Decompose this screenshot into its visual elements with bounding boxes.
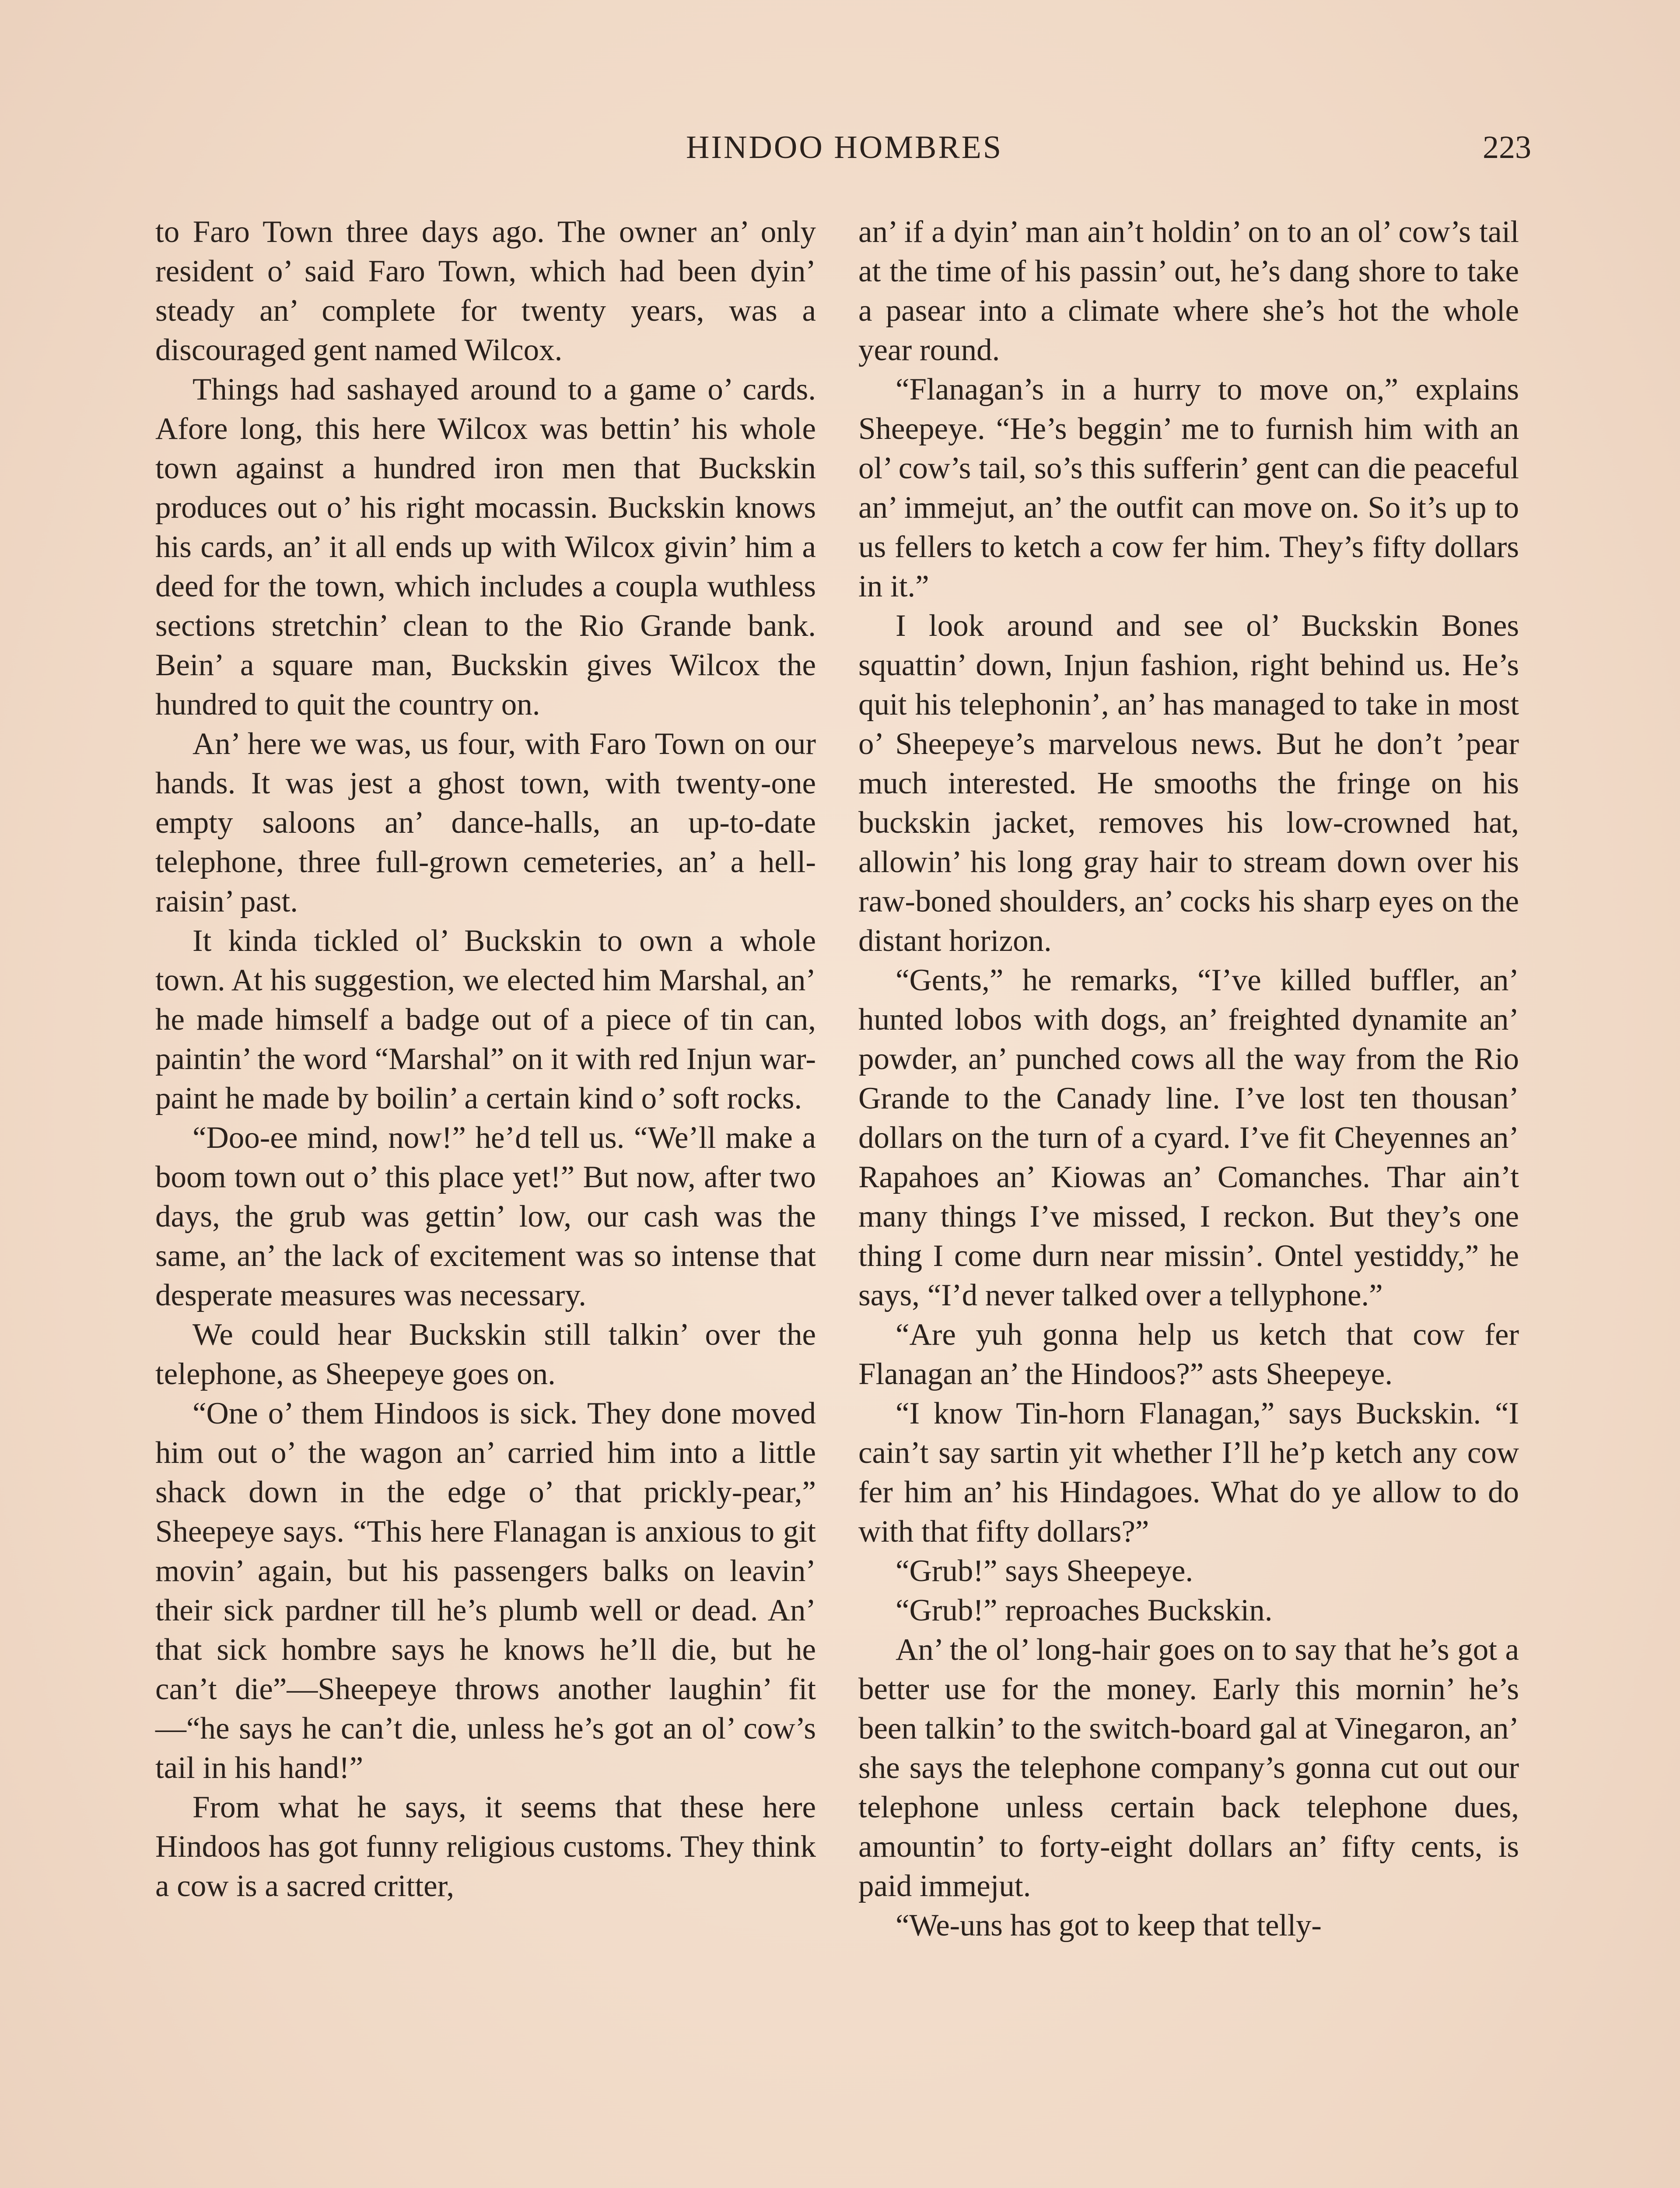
paragraph: Things had sashayed around to a game o’ cards. Afore long, this here Wilcox was bettin’ his whole town against a hundred iron men that Buckskin produces out o’ his right mocassin. Buckskin knows his cards, an’ it all ends up with Wilcox givin’ him a deed for the town, which includes a coupla wuthless sections stretchin’ clean to the Rio Grande bank. Bein’ a square man, Buckskin gives Wilcox the hundred to quit the country on. <box>155 372 816 722</box>
paragraph: From what he says, it seems that these here Hindoos has got funny religious customs. They think a cow is a sacred critter, <box>155 1790 816 1903</box>
left-column <box>155 212 816 1906</box>
paragraph: “We-uns has got to keep that telly- <box>896 1908 1322 1943</box>
paragraph: “Doo-ee mind, now!” he’d tell us. “We’ll make a boom town out o’ this place yet!” But now, after two days, the grub was gettin’ low, our cash was the same, an’ the lack of excitement was so intense that desperate measures was necessary. <box>155 1121 816 1312</box>
paragraph: “I know Tin-horn Flanagan,” says Buckskin. “I cain’t say sartin yit whether I’ll he’p ketch any cow fer him an’ his Hindagoes. What do ye allow to do with that fifty dollars?” <box>858 1396 1519 1549</box>
paragraph: an’ if a dyin’ man ain’t holdin’ on to an ol’ cow’s tail at the time of his passin’ out, he’s dang shore to take a pasear into a climate where she’s hot the whole year round. <box>858 215 1519 367</box>
paragraph: “Are yuh gonna help us ketch that cow fer Flanagan an’ the Hindoos?” asts Sheepeye. <box>858 1318 1519 1391</box>
paragraph: “Gents,” he remarks, “I’ve killed buffler, an’ hunted lobos with dogs, an’ freighted dynamite an’ powder, an’ punched cows all the way from the Rio Grande to the Canady line. I’ve lost ten thousan’ dollars on the turn of a cyard. I’ve fit Cheyennes an’ Rapahoes an’ Kiowas an’ Comanches. Thar ain’t many things I’ve missed, I reckon. But they’s one thing I come durn near missin’. Ontel yestiddy,” he says, “I’d never talked over a tellyphone.” <box>858 963 1519 1312</box>
page-header <box>158 129 1531 173</box>
paragraph: “Flanagan’s in a hurry to move on,” explains Sheepeye. “He’s beggin’ me to furnish him with an ol’ cow’s tail, so’s this sufferin’ gent can die peaceful an’ immejut, an’ the outfit can move on. So it’s up to us fellers to ketch a cow fer him. They’s fifty dollars in it.” <box>858 372 1519 603</box>
paragraph: “One o’ them Hindoos is sick. They done moved him out o’ the wagon an’ carried him into a little shack down in the edge o’ that prickly-pear,” Sheepeye says. “This here Flanagan is anxious to git movin’ again, but his passengers balks on leavin’ their sick pardner till he’s plumb well or dead. An’ that sick hombre says he knows he’ll die, but he can’t die”—Sheepeye throws another laughin’ fit—“he says he can’t die, unless he’s got an ol’ cow’s tail in his hand!” <box>155 1396 816 1785</box>
paragraph: We could hear Buckskin still talkin’ over the telephone, as Sheepeye goes on. <box>155 1318 816 1391</box>
paragraph: An’ here we was, us four, with Faro Town on our hands. It was jest a ghost town, with twenty-one empty saloons an’ dance-halls, an up-to-date telephone, three full-grown cemeteries, an’ a hell-raisin’ past. <box>155 727 816 919</box>
running-head: HINDOO HOMBRES <box>686 130 1003 165</box>
paragraph: to Faro Town three days ago. The owner an’ only resident o’ said Faro Town, which had been dyin’ steady an’ complete for twenty years, was a discouraged gent named Wilcox. <box>155 215 816 367</box>
page-number: 223 <box>1483 130 1531 165</box>
paragraph: “Grub!” says Sheepeye. <box>896 1554 1194 1588</box>
paragraph: I look around and see ol’ Buckskin Bones squattin’ down, Injun fashion, right behind us. He’s quit his telephonin’, an’ has managed to take in most o’ Sheepeye’s marvelous news. But he don’t ’pear much interested. He smooths the fringe on his buckskin jacket, removes his low-crowned hat, allowin’ his long gray hair to stream down over his raw-boned shoulders, an’ cocks his sharp eyes on the distant horizon. <box>858 609 1519 958</box>
paragraph: “Grub!” reproaches Buckskin. <box>896 1593 1273 1627</box>
right-column <box>858 212 1519 1945</box>
paragraph: An’ the ol’ long-hair goes on to say that he’s got a better use for the money. Early this mornin’ he’s been talkin’ to the switch-board gal at Vinegaron, an’ she says the telephone company’s gonna cut out our telephone unless certain back telephone dues, amountin’ to forty-eight dollars an’ fifty cents, is paid immejut. <box>858 1633 1519 1903</box>
paragraph: It kinda tickled ol’ Buckskin to own a whole town. At his suggestion, we elected him Marshal, an’ he made himself a badge out of a piece of tin can, paintin’ the word “Marshal” on it with red Injun war-paint he made by boilin’ a certain kind o’ soft rocks. <box>155 924 816 1115</box>
